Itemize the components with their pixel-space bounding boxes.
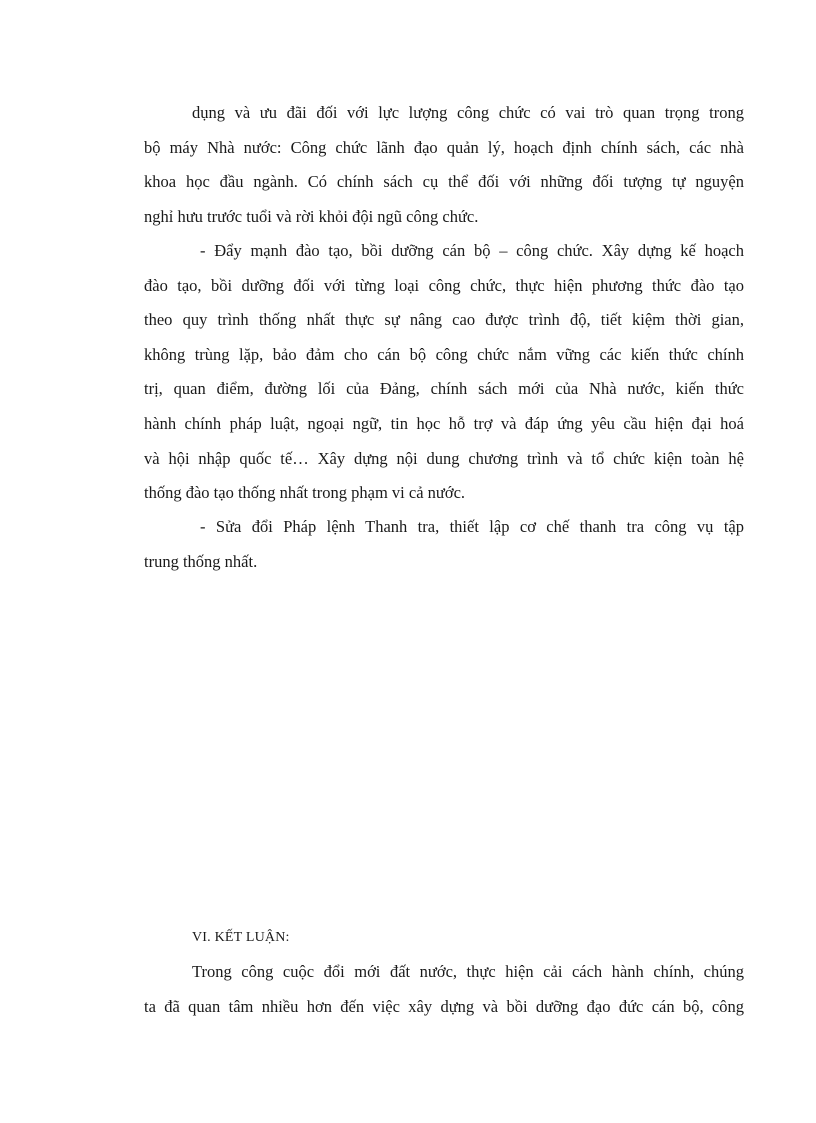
- text-line: ta đã quan tâm nhiều hơn đến việc xây dựng và bồi dưỡng đạo đức cán bộ, công: [144, 996, 744, 1016]
- text-line: và hội nhập quốc tế… Xây dựng nội dung chương trình và tổ chức kiện toàn hệ: [144, 448, 744, 468]
- text-line: không trùng lặp, bảo đảm cho cán bộ công chức nắm vững các kiến thức chính: [144, 344, 744, 364]
- text-line: nghỉ hưu trước tuổi và rời khỏi đội ngũ công chức.: [144, 206, 479, 226]
- text-line: theo quy trình thống nhất thực sự nâng cao được trình độ, tiết kiệm thời gian,: [144, 310, 744, 330]
- text-line: trị, quan điểm, đường lối của Đảng, chính sách mới của Nhà nước, kiến thức: [144, 379, 744, 399]
- paragraph-training: [144, 234, 744, 511]
- paragraph-incentive-policy: [144, 96, 744, 234]
- text-line: thống đào tạo thống nhất trong phạm vi cả nước.: [144, 483, 466, 503]
- text-line: đào tạo, bồi dưỡng đối với từng loại công chức, thực hiện phương thức đào tạo: [144, 275, 744, 295]
- text-line: bộ máy Nhà nước: Công chức lãnh đạo quản lý, hoạch định chính sách, các nhà: [144, 137, 744, 157]
- paragraph-conclusion: [144, 955, 744, 1024]
- paragraph-inspection: [144, 510, 744, 579]
- text-line: hành chính pháp luật, ngoại ngữ, tin học hỗ trợ và đáp ứng yêu cầu hiện đại hoá: [144, 413, 744, 433]
- text-line: khoa học đầu ngành. Có chính sách cụ thể đối với những đối tượng tự nguyện: [144, 172, 744, 192]
- text-line: - Đẩy mạnh đào tạo, bồi dưỡng cán bộ – công chức. Xây dựng kế hoạch: [200, 241, 744, 260]
- text-line: - Sửa đổi Pháp lệnh Thanh tra, thiết lập cơ chế thanh tra công vụ tập: [200, 517, 744, 536]
- text-line: dụng và ưu đãi đối với lực lượng công chức có vai trò quan trọng trong: [192, 103, 744, 122]
- text-line: trung thống nhất.: [144, 551, 258, 571]
- text-line: Trong công cuộc đổi mới đất nước, thực hiện cải cách hành chính, chúng: [192, 962, 744, 981]
- section-heading: VI. KẾT LUẬN:: [192, 930, 290, 945]
